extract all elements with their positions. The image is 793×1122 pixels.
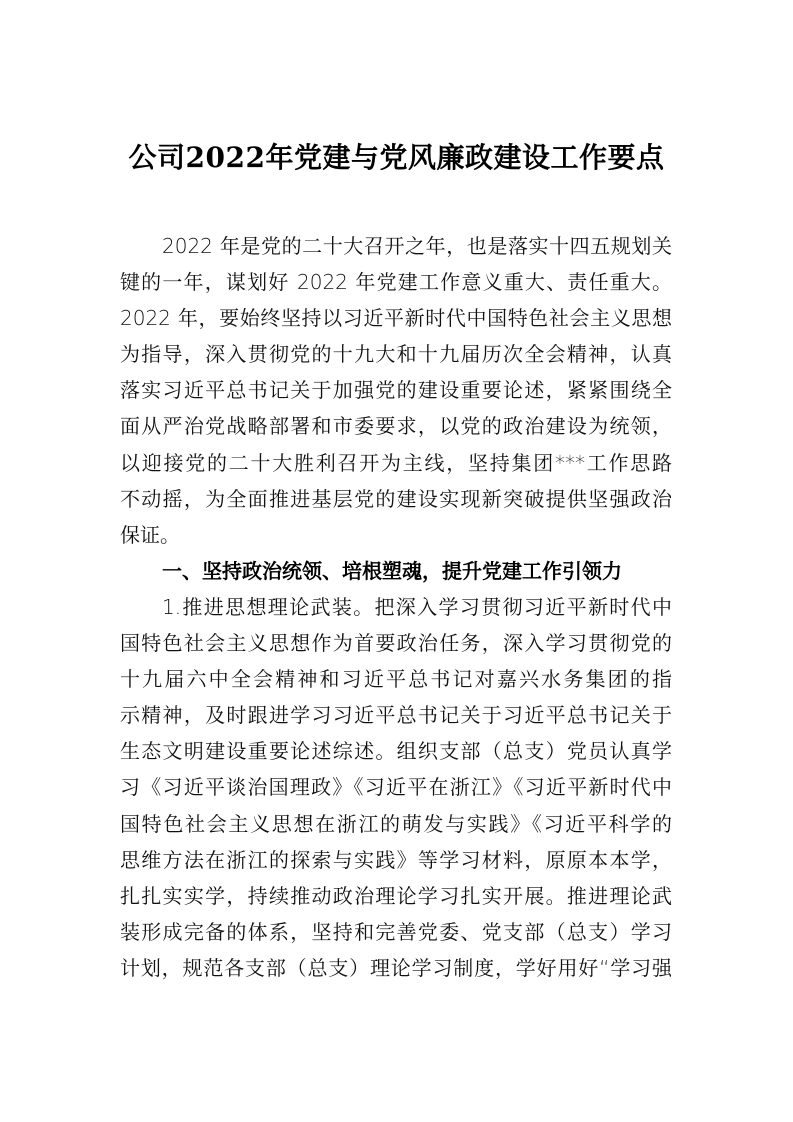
intro-line: 不动摇，为全面推进基层党的建设实现新突破提供坚强政治 (120, 486, 672, 511)
item-line: 生态文明建设重要论述综述。组织支部（总支）党员认真学 (120, 739, 672, 764)
document-body (120, 228, 672, 986)
intro-line: 面从严治党战略部署和市委要求，以党的政治建设为统领， (120, 414, 672, 439)
intro-line: 为指导，深入贯彻党的十九大和十九届历次全会精神，认真 (120, 342, 672, 367)
item-line: 1.推进思想理论武装。把深入学习贯彻习近平新时代中 (162, 594, 672, 619)
item-line: 思维方法在浙江的探索与实践》等学习材料，原原本本学， (120, 847, 672, 872)
item-line: 习《习近平谈治国理政》《习近平在浙江》《习近平新时代中 (120, 775, 672, 800)
item-line: 装形成完备的体系，坚持和完善党委、党支部（总支）学习 (120, 919, 672, 944)
item-line: 国特色社会主义思想在浙江的萌发与实践》《习近平科学的 (120, 811, 672, 836)
intro-line: 2022 年是党的二十大召开之年，也是落实十四五规划关 (162, 234, 672, 258)
intro-line: 2022 年，要始终坚持以习近平新时代中国特色社会主义思想 (120, 306, 672, 331)
item-line: 国特色社会主义思想作为首要政治任务，深入学习贯彻党的 (120, 631, 672, 656)
intro-line: 以迎接党的二十大胜利召开为主线，坚持集团***工作思路 (120, 450, 672, 475)
item-line: 十九届六中全会精神和习近平总书记对嘉兴水务集团的指 (120, 667, 672, 692)
item-line: 计划，规范各支部（总支）理论学习制度，学好用好“学习强 (120, 955, 672, 980)
section-heading: 一、坚持政治统领、培根塑魂，提升党建工作引领力 (162, 558, 622, 583)
document-title: 公司2022年党建与党风廉政建设工作要点 (128, 141, 665, 174)
intro-line: 落实习近平总书记关于加强党的建设重要论述，紧紧围绕全 (120, 378, 672, 403)
item-line: 示精神，及时跟进学习习近平总书记关于习近平总书记关于 (120, 703, 672, 728)
intro-line: 键的一年，谋划好 2022 年党建工作意义重大、责任重大。 (120, 270, 672, 295)
intro-line: 保证。 (120, 522, 180, 547)
item-line: 扎扎实实学，持续推动政治理论学习扎实开展。推进理论武 (120, 883, 672, 908)
